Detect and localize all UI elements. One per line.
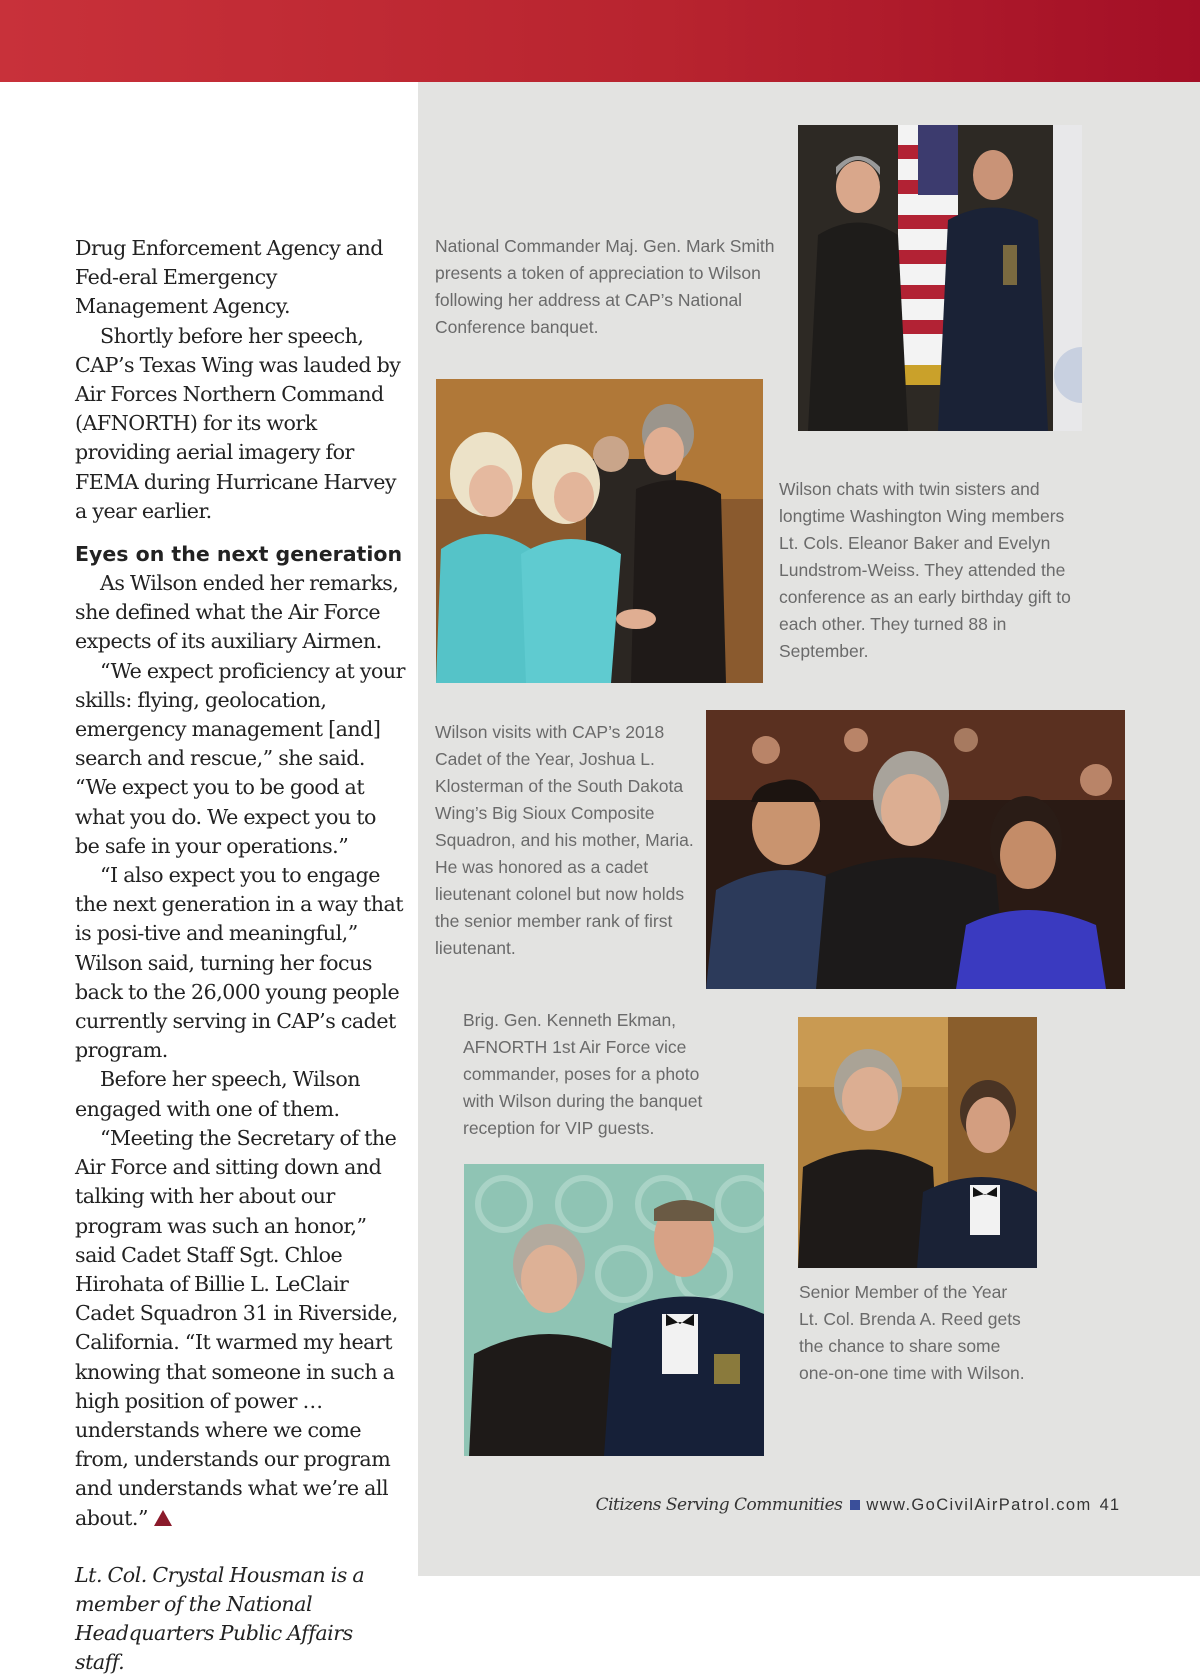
photo-smith-presents-token [798,125,1082,431]
article-paragraph: Before her speech, Wilson engaged with one of them. [75,1067,360,1121]
photo-wilson-reed [798,1017,1037,1268]
article-paragraph: As Wilson ended her remarks, she defined what the Air Force expects of its auxiliary Airmen. [75,571,399,654]
article-paragraph-text: “Meeting the Secretary of the Air Force and sitting down and talking with her about our program was such an honor,” said Cadet Staff Sgt. Chloe Hirohata of Billie L. LeClair Cadet Squadron 31 in Riverside, California. “It warmed my heart knowing that someone in such a high position of power … understands where we come from, understands our program and understands what we’re all about.” [75,1125,398,1530]
end-of-story-triangle-icon [154,1510,172,1526]
header-color-band [0,0,1200,82]
photo-caption: National Commander Maj. Gen. Mark Smith presents a token of appreciation to Wilson following her address at CAP’s National Conference banquet. [435,236,775,337]
photo-wilson-ekman [464,1164,764,1456]
article-paragraph: Shortly before her speech, CAP’s Texas Wing was lauded by Air Forces Northern Command (AFNORTH) for its work providing aerial imagery for FEMA during Hurricane Harvey a year earlier. [75,323,401,523]
article-column [75,234,405,1678]
photo-wilson-cadet-of-year [706,710,1125,989]
photo-caption: Brig. Gen. Kenneth Ekman, AFNORTH 1st Air Force vice commander, poses for a photo with Wilson during the banquet reception for VIP guests. [463,1010,703,1138]
article-paragraph: Drug Enforcement Agency and Fed-eral Emergency Management Agency. [75,236,383,319]
footer-tagline: Citizens Serving Communities [595,1495,843,1515]
photo-wilson-twin-sisters [436,379,763,683]
author-bio: Lt. Col. Crystal Housman is a member of the National Headquarters Public Affairs staff. [75,1562,365,1675]
photo-caption: Wilson chats with twin sisters and longtime Washington Wing members Lt. Cols. Eleanor Baker and Evelyn Lundstrom-Weiss. They attended the conference as an early birthday gift to each other. They turned 88 in September. [779,479,1071,661]
section-heading: Eyes on the next generation [75,542,403,567]
photo-caption: Senior Member of the Year Lt. Col. Brenda A. Reed gets the chance to share some one-on-one time with Wilson. [799,1282,1025,1383]
article-paragraph: “I also expect you to engage the next generation in a way that is posi-tive and meaningful,” Wilson said, turning her focus back to the 26,000 young people currently serving in CAP’s cadet program. [75,863,404,1063]
page-number: 41 [1099,1496,1120,1514]
photo-caption: Wilson visits with CAP’s 2018 Cadet of the Year, Joshua L. Klosterman of the South Dakota Wing’s Big Sioux Composite Squadron, and his mother, Maria. He was honored as a cadet lieutenant colonel but now holds the senior member rank of first lieutenant. [435,722,694,958]
footer-url: www.GoCivilAirPatrol.com [866,1496,1092,1514]
article-last-paragraph [75,1124,405,1533]
page-footer [596,1495,1120,1515]
footer-square-icon [850,1500,860,1510]
article-paragraph: “We expect proficiency at your skills: flying, geolocation, emergency management [and] search and rescue,” she said. “We expect you to be good at what you do. We expect you to be safe in your operations.” [75,658,406,858]
